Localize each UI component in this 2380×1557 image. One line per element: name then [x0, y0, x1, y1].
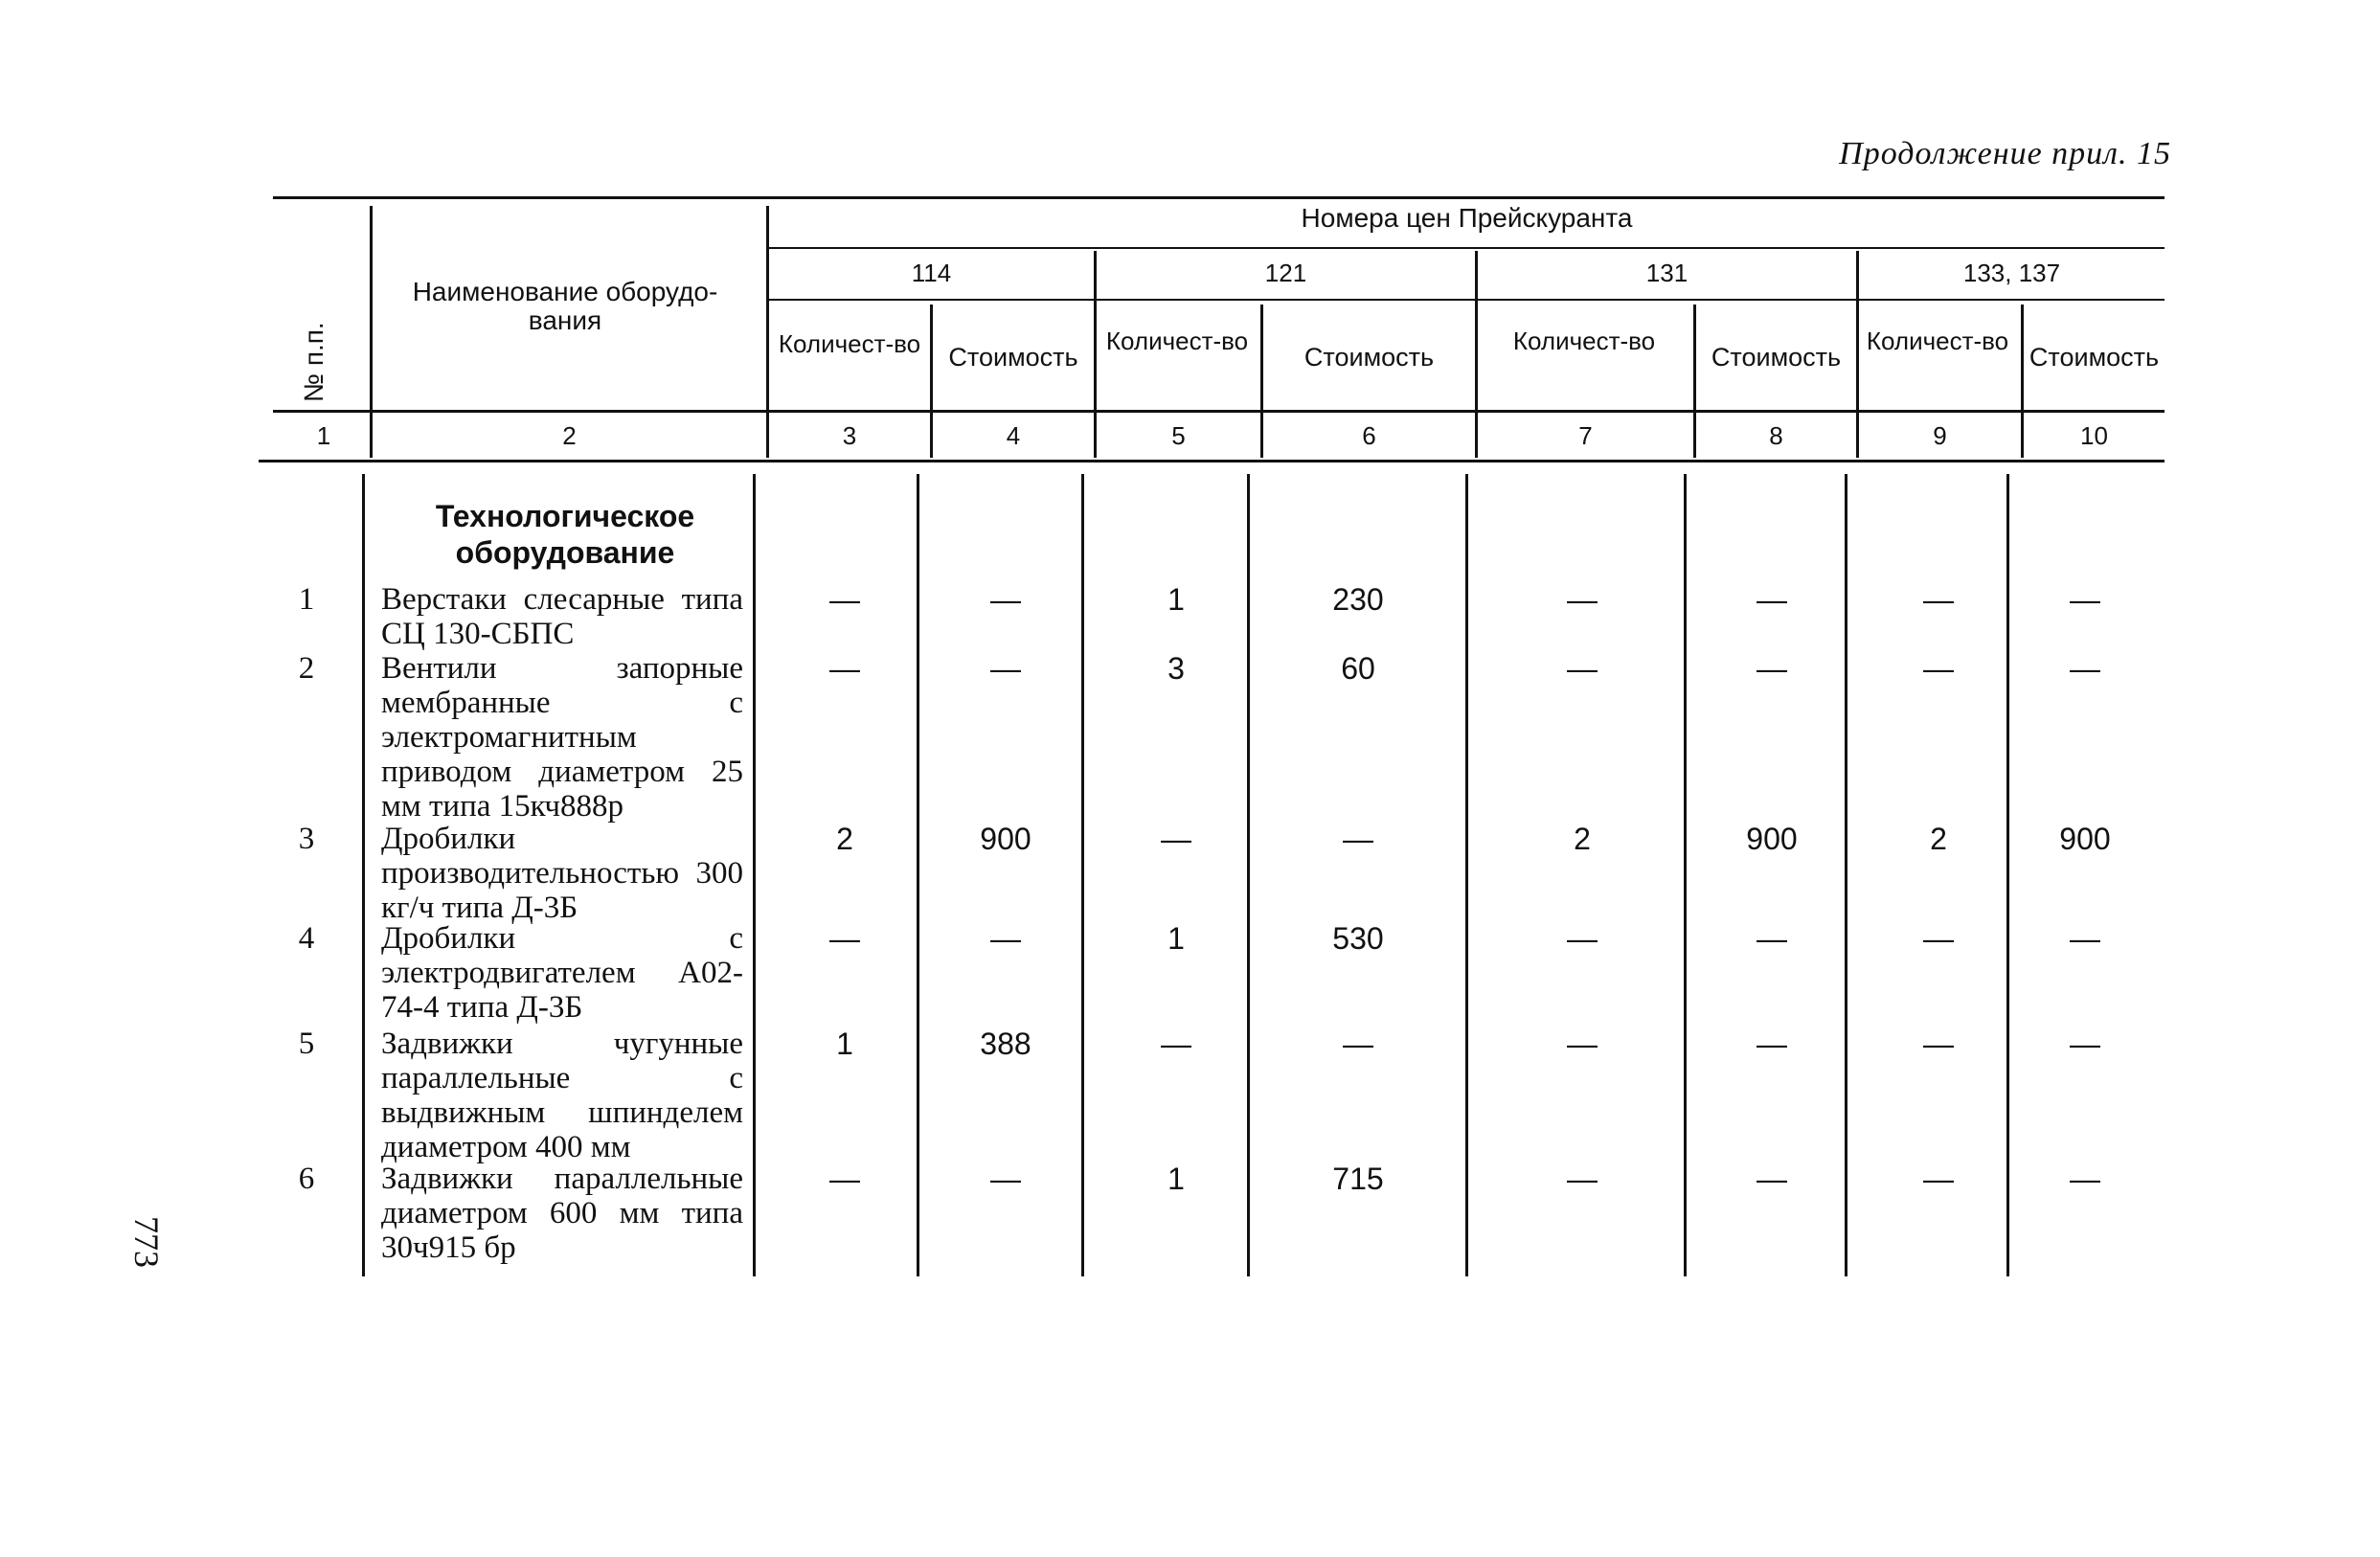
equipment-name: Верстаки слесарные типа СЦ 130-СБПС: [381, 582, 743, 651]
cost-cell: 900: [2059, 822, 2111, 856]
price-group-header: 114: [911, 259, 952, 287]
cost-cell: —: [2070, 921, 2100, 956]
group-rule: [769, 247, 2165, 249]
colnum-bottom-rule: [259, 460, 2165, 463]
equipment-name: Дробилки производительностью 300 кг/ч типа Д-3Б: [381, 822, 743, 925]
name-header: Наименование оборудо-вания: [412, 277, 718, 335]
quantity-cell: 2: [836, 822, 853, 856]
quantity-cell: —: [1567, 582, 1598, 617]
quantity-cell: —: [1567, 1162, 1598, 1196]
price-group-header: 133, 137: [1962, 259, 2061, 287]
quantity-cell: —: [1567, 1027, 1598, 1061]
row-number: 4: [298, 921, 315, 956]
quantity-header: Количест-во: [1105, 327, 1249, 355]
body-divider: [753, 474, 756, 1276]
equipment-name: Дробилки с электродвигателем А02-74-4 типа Д-3Б: [381, 921, 743, 1025]
row-number: 1: [298, 582, 315, 617]
cost-cell: 715: [1332, 1162, 1384, 1196]
quantity-cell: —: [1567, 651, 1598, 686]
column-number: 4: [1006, 421, 1021, 450]
table-caption: Продолжение прил. 15: [1839, 136, 2171, 171]
quantity-cell: —: [1923, 1027, 1954, 1061]
cost-cell: —: [2070, 651, 2100, 686]
quantity-cell: —: [829, 1162, 860, 1196]
cost-cell: —: [1757, 1027, 1787, 1061]
cost-cell: 388: [980, 1027, 1031, 1061]
header-divider: [370, 206, 373, 458]
quantity-cell: —: [1567, 921, 1598, 956]
body-divider: [1845, 474, 1847, 1276]
column-number: 2: [562, 421, 577, 450]
row-number: 6: [298, 1162, 315, 1196]
quantity-cell: —: [1923, 921, 1954, 956]
page-number: 773: [127, 1216, 166, 1268]
header-bottom-rule: [273, 410, 2165, 413]
cost-cell: 900: [980, 822, 1031, 856]
cost-cell: —: [2070, 1027, 2100, 1061]
quantity-cell: —: [1923, 1162, 1954, 1196]
column-number: 9: [1933, 421, 1947, 450]
column-number: 7: [1578, 421, 1593, 450]
equipment-name: Задвижки чугунные параллельные с выдвижным шпинделем диаметром 400 мм: [381, 1027, 743, 1164]
quantity-cell: —: [1923, 651, 1954, 686]
equipment-name: Задвижки параллельные диаметром 600 мм типа 30ч915 бр: [381, 1162, 743, 1265]
body-divider: [1465, 474, 1468, 1276]
cost-header: Стоимость: [1303, 343, 1435, 372]
column-number: 8: [1769, 421, 1783, 450]
quantity-cell: 1: [836, 1027, 853, 1061]
column-number: 10: [2080, 421, 2108, 450]
cost-cell: —: [1757, 651, 1787, 686]
body-divider: [1081, 474, 1084, 1276]
quantity-cell: 2: [1574, 822, 1591, 856]
cost-header: Стоимость: [2029, 343, 2160, 372]
cost-header: Стоимость: [1711, 343, 1842, 372]
quantity-cell: —: [1161, 822, 1191, 856]
row-number: 5: [298, 1027, 315, 1061]
table-top-rule: [273, 196, 2165, 199]
quantity-cell: —: [1923, 582, 1954, 617]
cost-cell: —: [1757, 921, 1787, 956]
quantity-cell: 3: [1167, 651, 1185, 686]
quantity-cell: —: [1161, 1027, 1191, 1061]
body-divider: [362, 474, 365, 1276]
quantity-cell: —: [829, 921, 860, 956]
quantity-header: Количест-во: [778, 329, 921, 358]
column-number: 6: [1362, 421, 1376, 450]
row-number-header: № п.п.: [299, 322, 329, 402]
price-group-header: 121: [1264, 259, 1307, 287]
column-number: 5: [1171, 421, 1186, 450]
quantity-header: Количест-во: [1866, 327, 2009, 355]
cost-cell: —: [1343, 822, 1373, 856]
quantity-cell: 1: [1167, 921, 1185, 956]
body-divider: [1247, 474, 1250, 1276]
quantity-cell: 1: [1167, 1162, 1185, 1196]
header-divider: [766, 206, 769, 458]
row-number: 3: [298, 822, 315, 856]
cost-cell: 230: [1332, 582, 1384, 617]
column-number: 3: [842, 421, 857, 450]
cost-header: Стоимость: [948, 343, 1078, 372]
cost-cell: —: [990, 921, 1021, 956]
cost-cell: —: [990, 1162, 1021, 1196]
cost-cell: —: [1343, 1027, 1373, 1061]
quantity-header: Количест-во: [1512, 327, 1656, 355]
price-group-header: 131: [1645, 259, 1689, 287]
quantity-cell: —: [829, 651, 860, 686]
body-divider: [1684, 474, 1687, 1276]
cost-cell: 530: [1332, 921, 1384, 956]
equipment-name: Вентили запорные мембранные с электромагнитным приводом диаметром 25 мм типа 15кч888р: [381, 651, 743, 824]
cost-cell: —: [1757, 582, 1787, 617]
quantity-cell: 2: [1930, 822, 1947, 856]
price-list-group-header: Номера цен Прейскуранта: [1301, 203, 1633, 233]
quantity-cell: 1: [1167, 582, 1185, 617]
body-divider: [917, 474, 919, 1276]
cost-cell: —: [990, 651, 1021, 686]
cost-cell: —: [2070, 582, 2100, 617]
body-divider: [2006, 474, 2009, 1276]
section-title: Технологическое оборудование: [435, 499, 695, 570]
cost-cell: —: [990, 582, 1021, 617]
cost-cell: —: [1757, 1162, 1787, 1196]
cost-cell: 900: [1746, 822, 1798, 856]
column-number: 1: [316, 421, 331, 450]
cost-cell: —: [2070, 1162, 2100, 1196]
row-number: 2: [298, 651, 315, 686]
cost-cell: 60: [1341, 651, 1375, 686]
quantity-cell: —: [829, 582, 860, 617]
price-group-rule: [769, 299, 2165, 301]
